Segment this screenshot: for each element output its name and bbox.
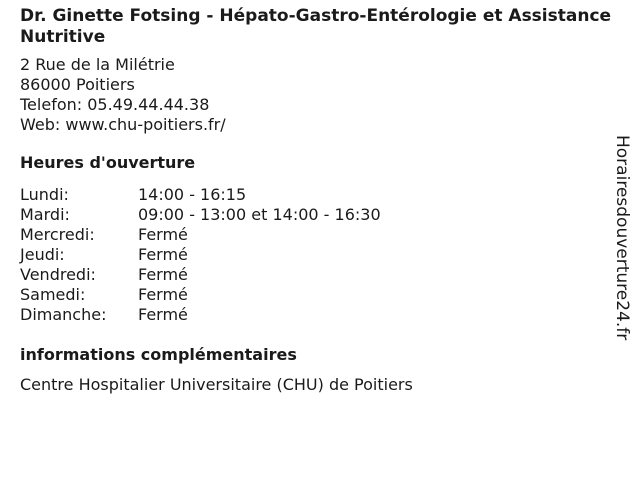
day-hours: 09:00 - 13:00 et 14:00 - 16:30 — [138, 205, 381, 224]
hours-row-sunday — [20, 305, 618, 325]
address-block — [20, 55, 618, 135]
day-label: Mardi: — [20, 205, 70, 224]
day-label: Dimanche: — [20, 305, 107, 324]
phone-number[interactable]: Telefon: 05.49.44.44.38 — [20, 95, 210, 114]
hours-row-tuesday — [20, 205, 618, 225]
day-label: Mercredi: — [20, 225, 95, 244]
hours-row-thursday — [20, 245, 618, 265]
day-hours: Fermé — [138, 285, 188, 304]
day-label: Jeudi: — [20, 245, 65, 264]
day-label: Samedi: — [20, 285, 86, 304]
day-hours: Fermé — [138, 305, 188, 324]
site-brand-link[interactable]: Horairesdouverture24.fr — [612, 135, 632, 341]
hours-row-friday — [20, 265, 618, 285]
additional-info-heading: informations complémentaires — [20, 345, 297, 364]
day-label: Lundi: — [20, 185, 69, 204]
opening-hours-list — [20, 185, 618, 325]
hours-row-wednesday — [20, 225, 618, 245]
address-street: 2 Rue de la Milétrie — [20, 55, 175, 74]
opening-hours-heading: Heures d'ouverture — [20, 153, 196, 172]
day-hours: 14:00 - 16:15 — [138, 185, 247, 204]
address-city: 86000 Poitiers — [20, 75, 135, 94]
hours-row-monday — [20, 185, 618, 205]
page-title: Dr. Ginette Fotsing - Hépato-Gastro-Entérologie et Assistance Nutritive — [20, 6, 612, 47]
website-link[interactable]: Web: www.chu-poitiers.fr/ — [20, 115, 226, 134]
business-card — [20, 6, 618, 395]
day-hours: Fermé — [138, 245, 188, 264]
day-label: Vendredi: — [20, 265, 96, 284]
day-hours: Fermé — [138, 225, 188, 244]
day-hours: Fermé — [138, 265, 188, 284]
hours-row-saturday — [20, 285, 618, 305]
additional-info-text: Centre Hospitalier Universitaire (CHU) de Poitiers — [20, 375, 413, 394]
